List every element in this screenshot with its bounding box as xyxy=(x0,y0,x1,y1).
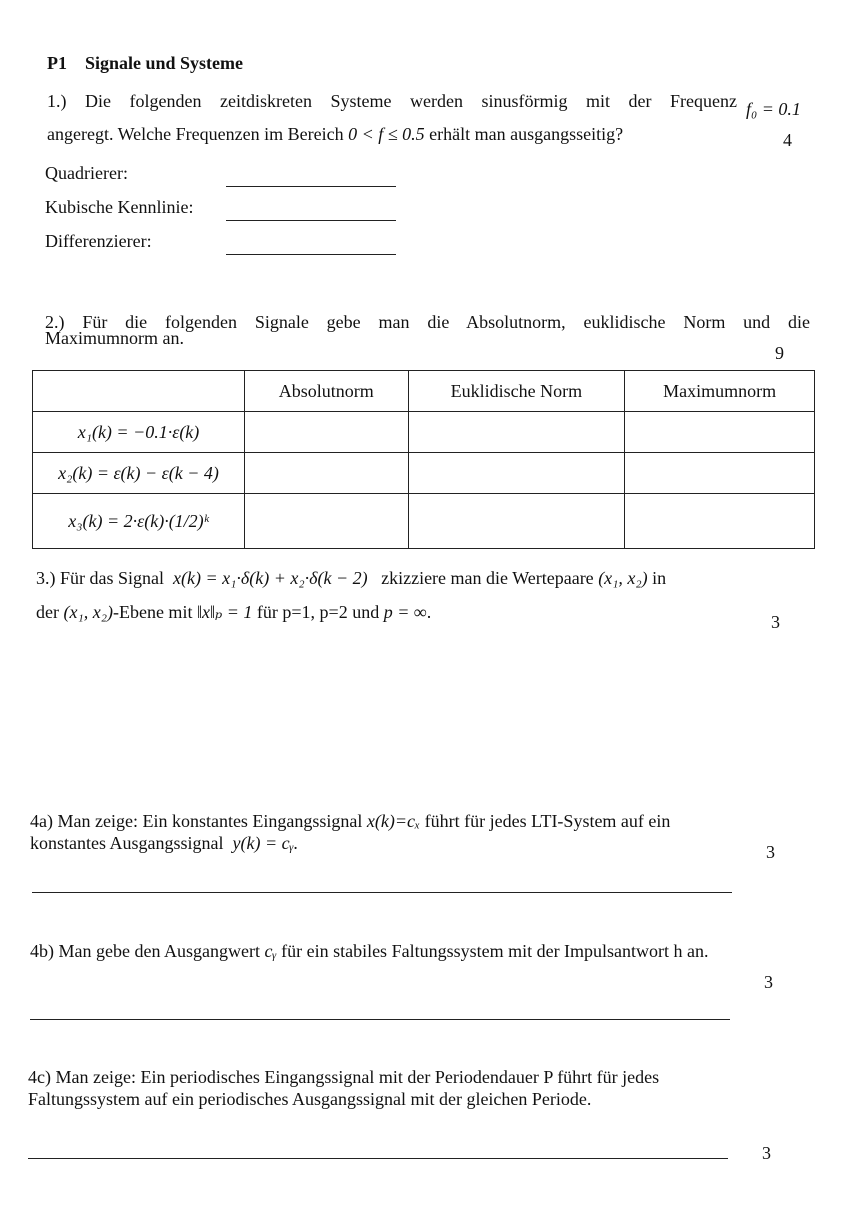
q3-p-infinity: p = ∞ xyxy=(383,602,427,622)
q1-answer-line-3[interactable] xyxy=(226,254,396,255)
q2-text-1: 2.) Für die folgenden Signale gebe man die Absolutnorm, euklidische Norm und die xyxy=(45,312,810,332)
answer-cell[interactable] xyxy=(245,412,409,453)
answer-cell[interactable] xyxy=(245,453,409,494)
q3-l2-end: . xyxy=(426,602,432,622)
q1-frequency: f₀ = 0.1 xyxy=(746,99,801,119)
q4a-points: 3 xyxy=(766,842,775,862)
q4a-text-1: 4a) Man zeige: Ein konstantes Eingangssignal xyxy=(30,811,363,831)
q4c-text-2: Faltungssystem auf ein periodisches Ausgangssignal mit der gleichen Periode. xyxy=(28,1089,592,1109)
q3-l2-ebene: -Ebene mit xyxy=(112,602,193,622)
q3-l2-fuer: für p=1, p=2 und xyxy=(256,602,380,622)
q1-field-label-3: Differenzierer: xyxy=(45,231,152,251)
answer-cell[interactable] xyxy=(625,494,815,549)
q1-text-2: angeregt. Welche Frequenzen im Bereich xyxy=(47,124,344,144)
table-header-euklidische-norm: Euklidische Norm xyxy=(408,371,625,412)
table-header-empty xyxy=(33,371,245,412)
q4b-points: 3 xyxy=(764,972,773,992)
q3-l2-pair: (x₁, x₂) xyxy=(63,602,113,622)
signal-x3: x₃(k) = 2·ε(k)·(1/2)ᵏ xyxy=(33,494,245,549)
q4b-line-1 xyxy=(30,941,709,962)
q1-field-label-2: Kubische Kennlinie: xyxy=(45,197,194,217)
q1-points: 4 xyxy=(783,130,792,150)
answer-cell[interactable] xyxy=(408,494,625,549)
q1-text-1: 1.) Die folgenden zeitdiskreten Systeme werden sinusförmig mit der Frequenz xyxy=(47,91,737,111)
answer-cell[interactable] xyxy=(245,494,409,549)
q4a-text-2: führt für jedes LTI-System auf ein xyxy=(424,811,671,831)
table-header-absolutnorm: Absolutnorm xyxy=(245,371,409,412)
q1-answer-line-1[interactable] xyxy=(226,186,396,187)
q3-norm: ‖x‖ₚ = 1 xyxy=(196,602,253,622)
q1-range: 0 < f ≤ 0.5 xyxy=(348,124,425,144)
q4b-cy: cᵧ xyxy=(264,941,277,961)
table-row xyxy=(33,412,815,453)
answer-cell[interactable] xyxy=(625,453,815,494)
table-row xyxy=(33,453,815,494)
q4a-line-2 xyxy=(30,833,298,854)
q1-text-2-end: erhält man ausgangsseitig? xyxy=(429,124,624,144)
q3-signal: x(k) = x₁·δ(k) + x₂·δ(k − 2) xyxy=(173,568,368,588)
table-header-row xyxy=(33,371,815,412)
q3-line-2 xyxy=(36,602,431,623)
q4a-line-1 xyxy=(30,811,670,832)
q4a-answer-line[interactable] xyxy=(32,892,732,893)
norms-table xyxy=(32,370,815,549)
q4b-text-1: 4b) Man gebe den Ausgangwert xyxy=(30,941,260,961)
q4a-text-3: konstantes Ausgangssignal xyxy=(30,833,224,853)
q1-line-2 xyxy=(47,124,623,145)
q4c-text-1: 4c) Man zeige: Ein periodisches Eingangssignal mit der Periodendauer P führt für jedes xyxy=(28,1067,660,1087)
q3-text-1: 3.) Für das Signal xyxy=(36,568,164,588)
q3-l2-der: der xyxy=(36,602,59,622)
signal-x1: x₁(k) = −0.1·ε(k) xyxy=(33,412,245,453)
q3-pair: (x₁, x₂) xyxy=(598,568,648,588)
q1-answer-line-2[interactable] xyxy=(226,220,396,221)
q3-text-3: in xyxy=(652,568,667,588)
q3-text-2: zkizziere man die Wertepaare xyxy=(381,568,594,588)
answer-cell[interactable] xyxy=(625,412,815,453)
q3-points: 3 xyxy=(771,612,780,632)
table-row xyxy=(33,494,815,549)
q4a-output-signal: y(k) = cᵧ. xyxy=(232,833,299,853)
exam-heading xyxy=(47,53,243,74)
problem-title: Signale und Systeme xyxy=(85,53,244,73)
q4b-answer-line[interactable] xyxy=(30,1019,730,1020)
q1-field-label-1: Quadrierer: xyxy=(45,163,128,183)
q3-line-1 xyxy=(36,568,666,589)
answer-cell[interactable] xyxy=(408,453,625,494)
q2-points: 9 xyxy=(775,343,784,363)
problem-number: P1 xyxy=(47,53,67,73)
signal-x2: x₂(k) = ε(k) − ε(k − 4) xyxy=(33,453,245,494)
q4c-points: 3 xyxy=(762,1143,771,1163)
answer-cell[interactable] xyxy=(408,412,625,453)
q4a-input-signal: x(k)=cₓ xyxy=(366,811,421,831)
q2-text-2: Maximumnorm an. xyxy=(45,328,184,348)
q4b-text-2: für ein stabiles Faltungssystem mit der Impulsantwort h an. xyxy=(281,941,709,961)
table-header-maximumnorm: Maximumnorm xyxy=(625,371,815,412)
q4c-answer-line[interactable] xyxy=(28,1158,728,1159)
